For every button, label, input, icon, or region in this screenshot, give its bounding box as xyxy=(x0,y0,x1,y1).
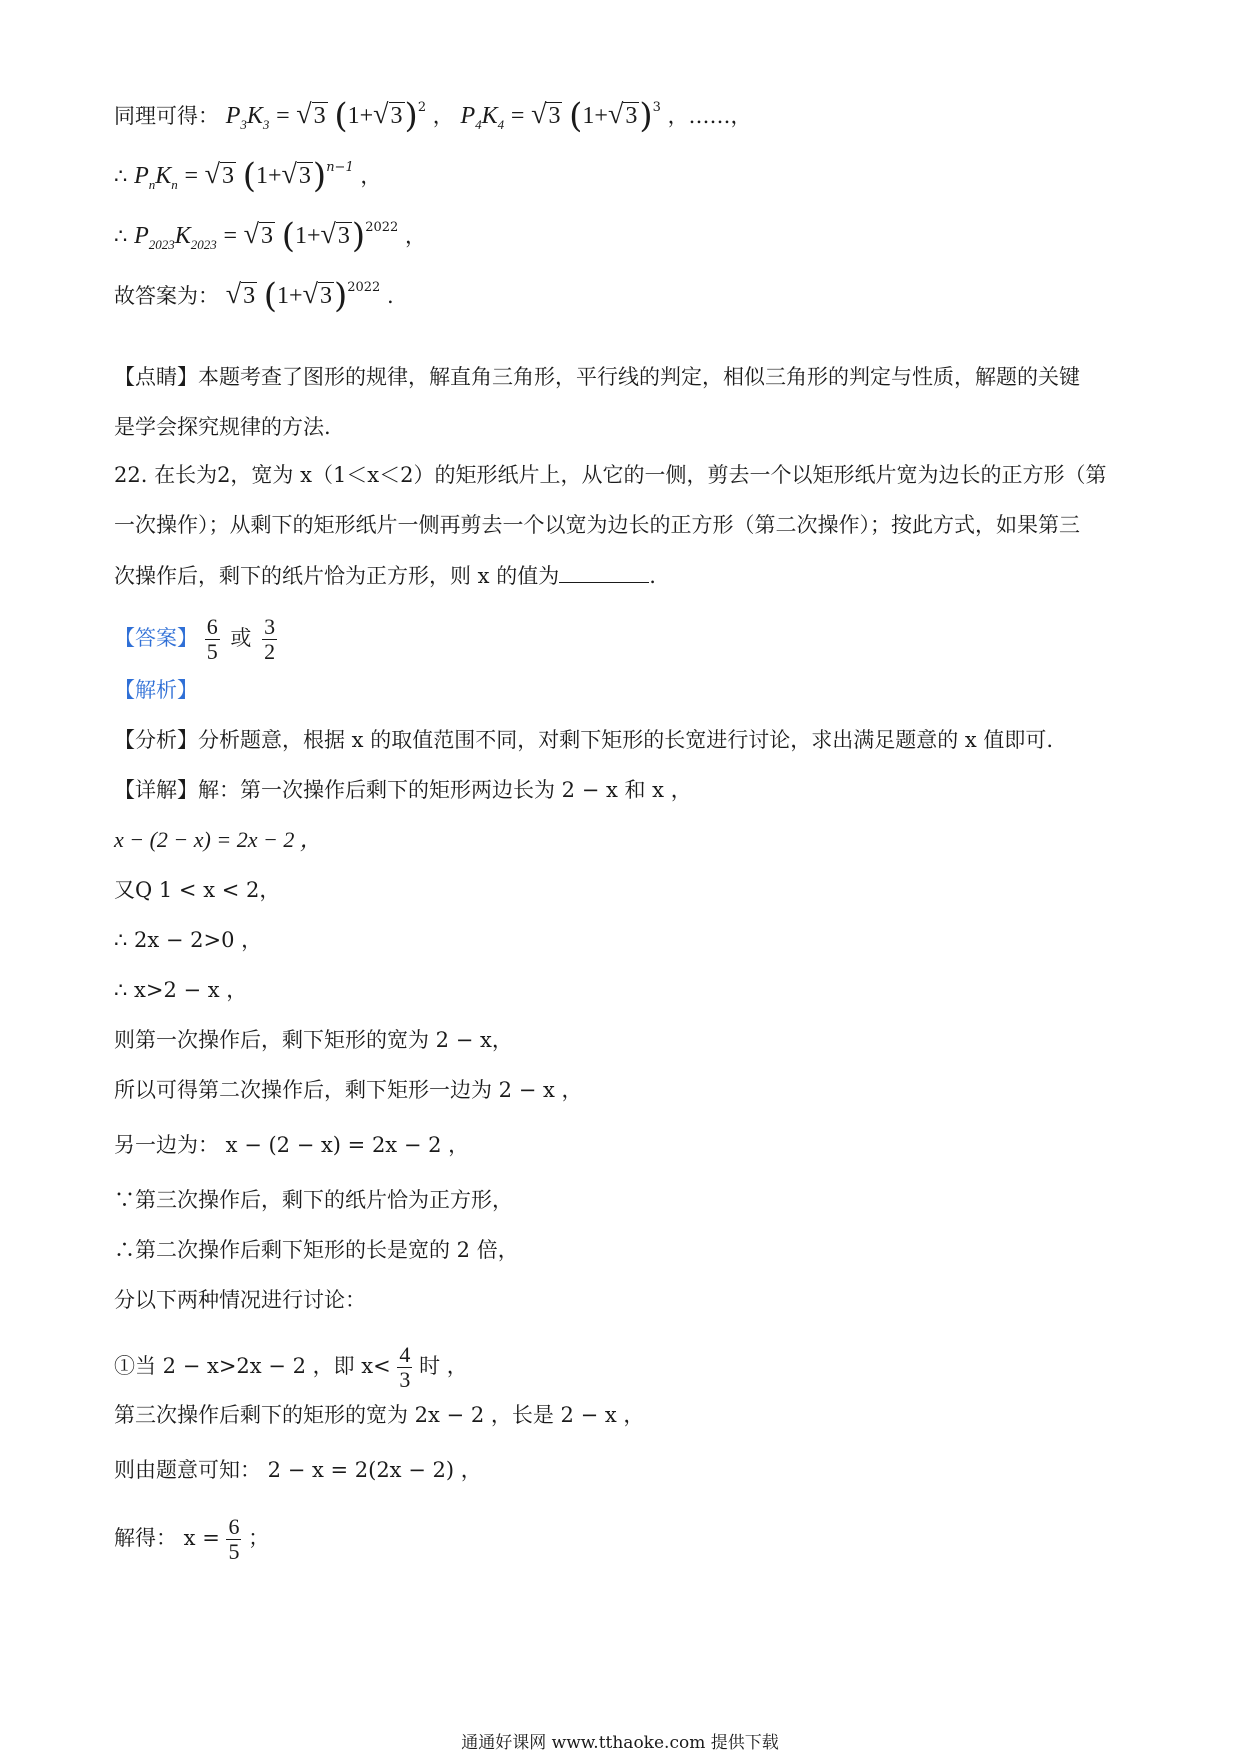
line-tongli: 同理可得： $P_3K_3 = √3$ $(1+√3)^2$ ， $P_4K_4 = √3$ $(1+√3)^3$ ，……， xyxy=(114,96,752,136)
fraction-6-5-result: $\frac{6}{5}$ xyxy=(228,1514,240,1564)
equation-2: 又Q 1 < x < 2， xyxy=(114,878,281,902)
fenxi-line: 【分析】分析题意，根据 x 的取值范围不同，对剩下矩形的长宽进行讨论，求出满足题意的 x 值即可. xyxy=(114,728,1054,752)
text-line-t6: 分以下两种情况进行讨论： xyxy=(114,1288,366,1312)
text-line-t8: 则由题意可知： 2 − x = 2(2x − 2) ， xyxy=(114,1458,482,1482)
formula-p3k3: $P_3K_3$ xyxy=(225,103,270,132)
fraction-4-3: $\frac{4}{3}$ xyxy=(399,1342,411,1392)
equation-4: ∴ x>2 − x ， xyxy=(114,978,248,1002)
text-line-t3: 另一边为： x − (2 − x) = 2x − 2 ， xyxy=(114,1133,470,1157)
text-line-t7: 第三次操作后剩下的矩形的宽为 2x − 2 ，长是 2 − x ， xyxy=(114,1403,645,1427)
text-line-t1: 则第一次操作后，剩下矩形的宽为 2 − x， xyxy=(114,1028,513,1052)
answer-blank xyxy=(559,560,649,583)
footer-text: 通通好课网 www.tthaoke.com 提供下载 xyxy=(461,1733,779,1753)
equation-3: ∴ 2x − 2>0 ， xyxy=(114,928,263,952)
text-line-t4: ∵第三次操作后，剩下的纸片恰为正方形， xyxy=(114,1188,513,1212)
sqrt-3: √3 xyxy=(296,99,326,130)
solution-line: 解得： x = $\frac{6}{5}$ ； xyxy=(114,1514,270,1564)
dianjing-line-1: 【点睛】本题考查了图形的规律，解直角三角形，平行线的判定，相似三角形的判定与性质，解题的关键 xyxy=(114,365,1080,389)
equals: = xyxy=(276,103,290,129)
text-line-t5: ∴第二次操作后剩下矩形的长是宽的 2 倍， xyxy=(114,1238,519,1262)
question-22-line-3: 次操作后，剩下的纸片恰为正方形，则 x 的值为 . xyxy=(114,560,656,591)
xiangjie-line: 【详解】解：第一次操作后剩下的矩形两边长为 2 − x 和 x ， xyxy=(114,778,692,802)
answer-line: 【答案】 $\frac{6}{5}$ 或 $\frac{3}{2}$ xyxy=(114,614,276,664)
equation-1: x − (2 − x) = 2x − 2 ， xyxy=(114,827,322,852)
text: 同理可得： xyxy=(114,104,219,128)
fraction-3-2: $\frac{3}{2}$ xyxy=(264,614,276,664)
jiexi-tag: 【解析】 xyxy=(114,678,198,702)
line-p2023: ∴ $P_{2023}K_{2023} = √3$ $(1+√3)^{2022}$ ， xyxy=(114,216,426,256)
line-pnkn: ∴ $P_nK_n = √3$ $(1+√3)^{n-1}$ ， xyxy=(114,156,382,196)
question-22-line-2: 一次操作）；从剩下的矩形纸片一侧再剪去一个以宽为边长的正方形（第二次操作）；按此方式，如果第三 xyxy=(114,513,1080,537)
question-22-line-1: 22. 在长为2，宽为 x（1＜x＜2）的矩形纸片上，从它的一侧，剪去一个以矩形纸片宽为边长的正方形（第 xyxy=(114,463,1107,487)
fraction-6-5: $\frac{6}{5}$ xyxy=(206,614,218,664)
text-line-t2: 所以可得第二次操作后，剩下矩形一边为 2 − x ， xyxy=(114,1078,583,1102)
case-1-line: ①当 2 − x>2x − 2 ，即 x< $\frac{4}{3}$ 时 ， xyxy=(114,1342,468,1392)
line-answer: 故答案为： √3 $(1+√3)^{2022}$ . xyxy=(114,276,394,316)
answer-tag: 【答案】 xyxy=(114,626,198,650)
dianjing-line-2: 是学会探究规律的方法. xyxy=(114,415,331,439)
formula-p4k4: $P_4K_4$ xyxy=(460,103,505,132)
